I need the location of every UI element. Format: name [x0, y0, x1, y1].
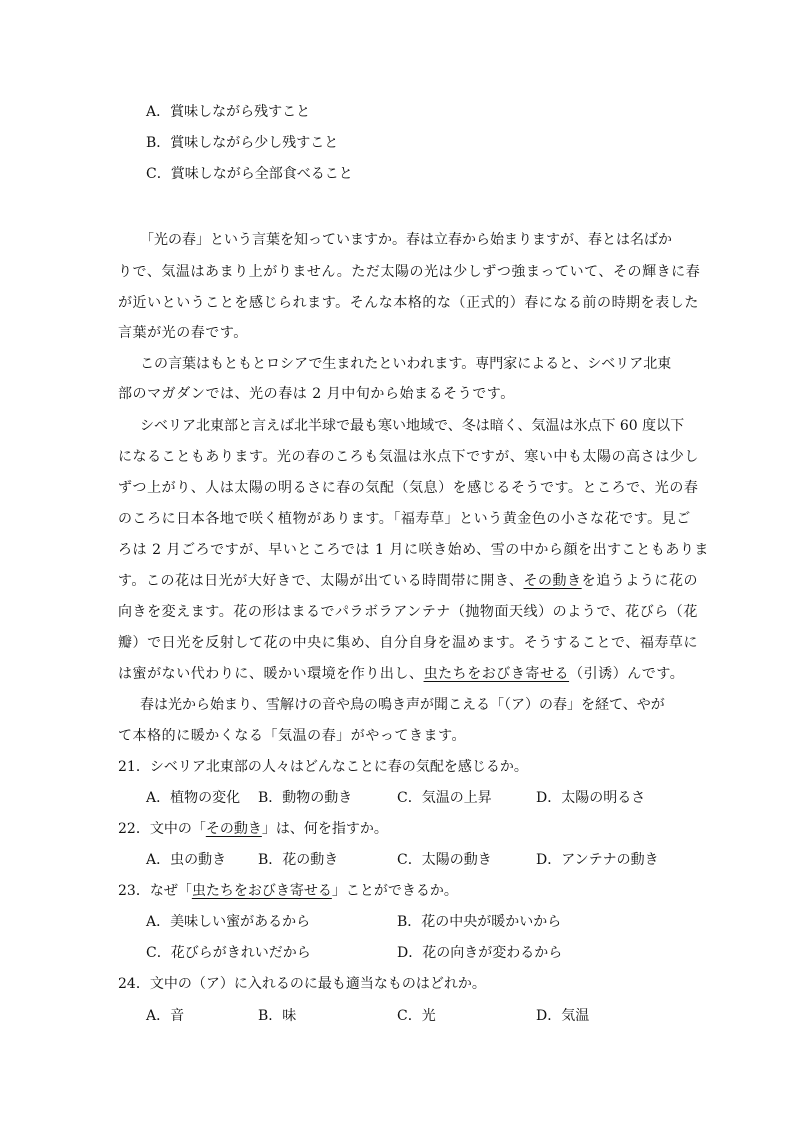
q21-choice-b[interactable]: B．動物の動き [258, 790, 353, 806]
question-text: 」は、何を指すか。 [261, 821, 388, 837]
passage-p3-line5: ろは 2 月ごろですが、早いところでは 1 月に咲き始め、雪の中から顔を出すこともありま [118, 542, 709, 558]
passage-p3-line8: 瓣）で日光を反射して花の中央に集め、自分自身を温めます。そうすることで、福寿草に [118, 635, 699, 651]
passage-text: は蜜がない代わりに、暖かい環境を作り出し、 [118, 666, 424, 682]
question-text: 22．文中の「 [118, 821, 206, 837]
passage-p2-line2: 部のマガダンでは、光の春は 2 月中旬から始まるそうです。 [118, 386, 515, 402]
passage-p1-line1: 「光の春」という言葉を知っていますか。春は立春から始まりますが、春とは名ばか [140, 232, 672, 248]
q23-choice-b[interactable]: B．花の中央が暖かいから [397, 914, 562, 930]
q24-choice-a[interactable]: A．音 [146, 1008, 185, 1024]
question-text: 23．なぜ「 [118, 883, 192, 899]
question-text: 」ことができるか。 [331, 883, 458, 899]
question-22 [118, 819, 388, 839]
underlined-phrase-mushitachi: 虫たちをおびき寄せる [423, 666, 570, 682]
q24-choice-c[interactable]: C．光 [397, 1008, 436, 1024]
passage-p4-line2: て本格的に暖かくなる「気温の春」がやってきます。 [118, 728, 467, 744]
question-underlined-phrase: その動き [205, 821, 262, 837]
passage-text: を追うように花の [581, 573, 699, 589]
passage-text: す。この花は日光が大好きで、太陽が出ている時間帯に開き、 [118, 573, 524, 589]
passage-p4-line1: 春は光から始まり、雪解けの音や鳥の鳴き声が聞こえる「（ア）の春」を経て、やが [140, 697, 665, 713]
passage-p1-line3: が近いということを感じられます。そんな本格的な（正式的）春になる前の時期を表した [118, 295, 699, 311]
q21-choice-c[interactable]: C．気温の上昇 [397, 790, 492, 806]
question-23 [118, 881, 458, 901]
passage-p3-line6 [118, 571, 698, 591]
q21-choice-d[interactable]: D．太陽の明るさ [536, 790, 646, 806]
q23-choice-c[interactable]: C．花びらがきれいだから [146, 945, 311, 961]
q23-choice-d[interactable]: D．花の向きが変わるから [397, 945, 563, 961]
question-21: 21．シベリア北東部の人々はどんなことに春の気配を感じるか。 [118, 759, 528, 775]
q22-choice-b[interactable]: B．花の動き [258, 852, 339, 868]
q22-choice-d[interactable]: D．アンテナの動き [536, 852, 659, 868]
passage-p3-line3: ずつ上がり、人は太陽の明るさに春の気配（気息）を感じるそうです。ところで、光の春 [118, 480, 699, 496]
passage-p3-line4: のころに日本各地で咲く植物があります。「福寿草」という黄金色の小さな花です。見ご [118, 511, 691, 527]
passage-text: （引诱）んです。 [569, 666, 685, 682]
passage-p3-line1: シベリア北東部と言えば北半球で最も寒い地域で、冬は暗く、気温は氷点下 60 度以下 [140, 418, 685, 434]
q21-choice-a[interactable]: A．植物の変化 [146, 790, 241, 806]
q24-choice-b[interactable]: B．味 [258, 1008, 297, 1024]
passage-p1-line4: 言葉が光の春です。 [118, 325, 248, 341]
prev-option-c: C．賞味しながら全部食べること [146, 166, 353, 182]
underlined-phrase-sono-ugoki: その動き [523, 573, 582, 589]
passage-p1-line2: りで、気温はあまり上がりません。ただ太陽の光は少しずつ強まっていて、その輝きに春 [118, 264, 701, 280]
question-24: 24．文中の（ア）に入れるのに最も適当なものはどれか。 [118, 976, 486, 992]
passage-p3-line7: 向きを変えます。花の形はまるでパラボラアンテナ（抛物面天线）のようで、花びら（花 [118, 604, 698, 620]
q24-choice-d[interactable]: D．気温 [536, 1008, 590, 1024]
passage-p3-line9 [118, 664, 684, 684]
passage-p3-line2: になることもあります。光の春のころも気温は氷点下ですが、寒い中も太陽の高さは少し [118, 449, 699, 465]
q22-choice-a[interactable]: A．虫の動き [146, 852, 227, 868]
q22-choice-c[interactable]: C．太陽の動き [397, 852, 492, 868]
question-underlined-phrase: 虫たちをおびき寄せる [191, 883, 332, 899]
prev-option-a: A．賞味しながら残すこと [146, 104, 311, 120]
passage-p2-line1: この言葉はもともとロシアで生まれたといわれます。専門家によると、シベリア北東 [140, 356, 672, 372]
q23-choice-a[interactable]: A．美味しい蜜があるから [146, 914, 311, 930]
prev-option-b: B．賞味しながら少し残すこと [146, 135, 339, 151]
